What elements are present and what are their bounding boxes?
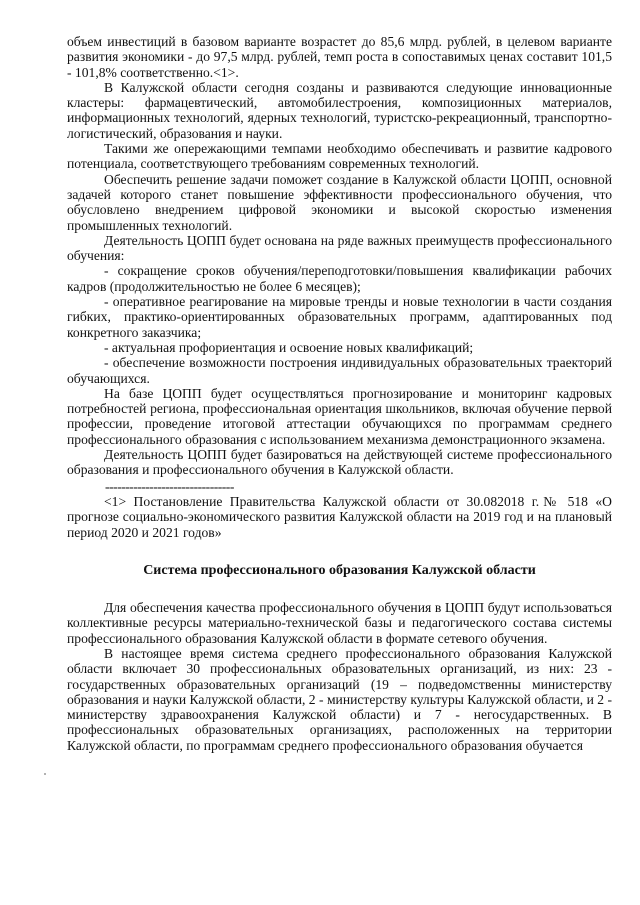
paragraph: Деятельность ЦОПП будет основана на ряде важных преимуществ профессионального обучения: [67, 232, 612, 264]
footnote-separator: -------------------------------- [105, 478, 234, 494]
scan-speck [44, 773, 46, 775]
paragraph: Деятельность ЦОПП будет базироваться на действующей системе профессионального образования и профессионального обучения в Калужской области. [67, 447, 612, 478]
paragraph: - оперативное реагирование на мировые тренды и новые технологии в части создания гибких, практико-ориентированных образовательных программ, адаптированных под конкретного заказчика; [67, 294, 612, 340]
paragraph: Такими же опережающими темпами необходимо обеспечивать и развитие кадрового потенциала, соответствующего требованиям современных технологий. [67, 141, 612, 172]
paragraph: - сокращение сроков обучения/переподготовки/повышения квалификации рабочих кадров (продолжительностью не более 6 месяцев); [67, 263, 612, 294]
paragraph: На базе ЦОПП будет осуществляться прогнозирование и мониторинг кадровых потребностей региона, профессиональная ориентация школьников, включая обучение первой профессии, проведение итоговой аттестации обучающихся по программам среднего профессионального образования с использованием механизма демонстрационного экзамена. [67, 385, 612, 447]
paragraph: Обеспечить решение задачи поможет создание в Калужской области ЦОПП, основной задачей которого станет повышение эффективности профессионального обучения, что обусловлено внедрением цифровой экономики и высокой скоростью изменения промышленных технологий. [67, 171, 612, 233]
paragraph: В Калужской области сегодня созданы и развиваются следующие инновационные кластеры: фармацевтический, автомобилестроения, композиционных материалов, информационных технологий, ядерных технологий, туристско-рекреационный, транспортно-логистический, образования и науки. [67, 79, 612, 141]
paragraph: Для обеспечения качества профессионального обучения в ЦОПП будут использоваться коллективные ресурсы материально-технической базы и педагогического состава системы профессионального образования Калужской области в формате сетевого обучения. [67, 600, 612, 646]
paragraph: В настоящее время система среднего профессионального образования Калужской области включает 30 профессиональных образовательных организаций, из них: 23 - государственных образовательных организаций (19 – подведомственны министерству образования и науки Калужской области, 2 - министерству культуры Калужской области, и 2 - министерству здравоохранения Калужской области) и 7 - негосударственных. В профессиональных образовательных организациях, расположенных на территории Калужской области, по программам среднего профессионального образования обучается [67, 645, 612, 753]
paragraph: - обеспечение возможности построения индивидуальных образовательных траекторий обучающихся. [67, 355, 612, 386]
paragraphs-top [67, 34, 612, 478]
document-body [67, 34, 612, 753]
paragraph: - актуальная профориентация и освоение новых квалификаций; [104, 339, 474, 355]
footnote-text: <1> Постановление Правительства Калужской области от 30.082018 г.№ 518 «О прогнозе социально-экономического развития Калужской области на 2019 год и на плановый период 2020 и 2021 годов» [67, 493, 612, 540]
paragraphs-bottom [67, 600, 612, 753]
paragraph: объем инвестиций в базовом варианте возрастет до 85,6 млрд. рублей, в целевом варианте развития экономики - до 97,5 млрд. рублей, темп роста в сопоставимых ценах составит 101,5 - 101,8% соответственно.<1>. [67, 34, 612, 80]
section-heading: Система профессионального образования Калужской области [143, 562, 536, 578]
